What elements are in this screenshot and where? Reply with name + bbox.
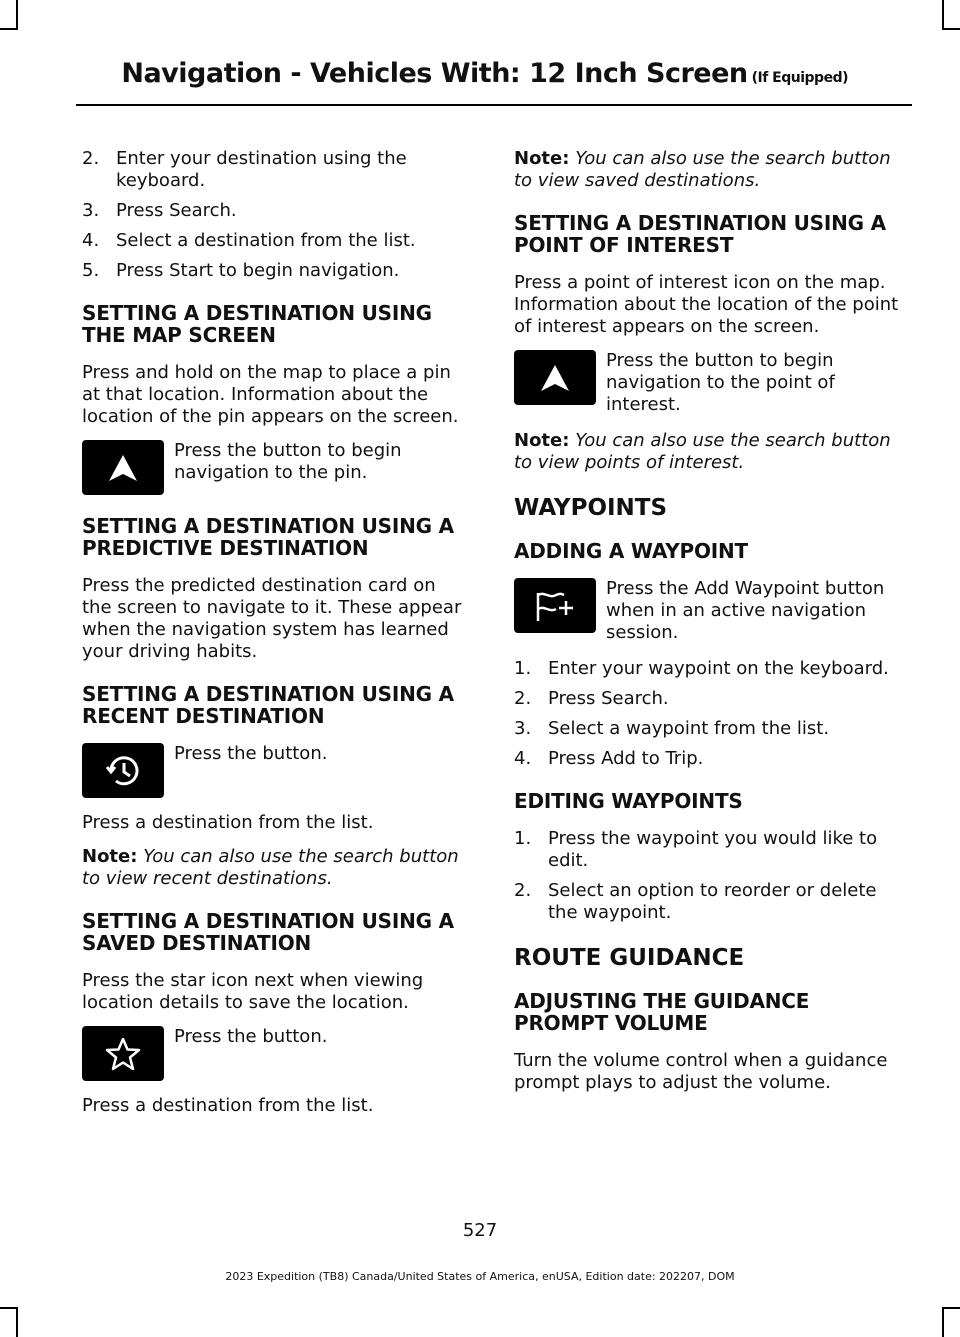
recent-note: [82, 846, 470, 890]
list-item: [82, 230, 470, 252]
add-waypoint-flag-icon: [514, 578, 596, 633]
list-text: Press Add to Trip.: [548, 748, 704, 769]
crop-mark: [942, 1307, 960, 1309]
list-number: 1.: [514, 828, 532, 849]
list-text: Select a destination from the list.: [116, 230, 416, 251]
section-heading-saved: SETTING A DESTINATION USING A SAVED DESTINATION: [82, 909, 454, 955]
list-text: Select an option to reorder or delete the waypoint.: [548, 880, 877, 923]
steps-list: [82, 148, 470, 282]
section-heading-adding-waypoint: ADDING A WAYPOINT: [514, 539, 748, 563]
note-text: You can also use the search button to view recent destinations.: [82, 846, 459, 889]
section-heading-map: SETTING A DESTINATION USING THE MAP SCREEN: [82, 301, 432, 347]
poi-icon-text: Press the button to begin navigation to the point of interest.: [606, 350, 835, 415]
list-number: 2.: [514, 688, 532, 709]
predictive-body: Press the predicted destination card on the screen to navigate to it. These appear when the navigation system has learned your driving habits.: [82, 575, 462, 662]
saved-icon-text: Press the button.: [174, 1026, 328, 1047]
list-item: [82, 260, 470, 282]
recent-icon-text: Press the button.: [174, 743, 328, 764]
list-text: Select a waypoint from the list.: [548, 718, 830, 739]
saved-note: [514, 148, 902, 192]
header-title: Navigation - Vehicles With: 12 Inch Screen: [121, 58, 748, 89]
crop-mark: [16, 1307, 18, 1337]
list-item: [82, 200, 470, 222]
list-text: Enter your destination using the keyboard.: [116, 148, 407, 191]
star-icon: [82, 1026, 164, 1081]
list-text: Press Search.: [116, 200, 237, 221]
edit-steps-list: [514, 828, 902, 924]
list-number: 3.: [82, 200, 100, 221]
list-item: [514, 748, 902, 770]
section-heading-recent: SETTING A DESTINATION USING A RECENT DESTINATION: [82, 682, 454, 728]
note-text: You can also use the search button to view saved destinations.: [514, 148, 891, 191]
saved-icon-row: [82, 1026, 470, 1081]
list-item: [514, 828, 902, 872]
section-heading-editing-waypoints: EDITING WAYPOINTS: [514, 789, 743, 813]
left-column: [82, 148, 470, 1129]
list-number: 5.: [82, 260, 100, 281]
list-item: [514, 718, 902, 740]
right-column: [514, 148, 902, 1106]
section-heading-waypoints: WAYPOINTS: [514, 495, 668, 521]
volume-body: Turn the volume control when a guidance prompt plays to adjust the volume.: [514, 1050, 888, 1093]
crop-mark: [942, 28, 960, 30]
list-number: 4.: [514, 748, 532, 769]
list-text: Press Start to begin navigation.: [116, 260, 400, 281]
poi-icon-row: [514, 350, 902, 416]
list-text: Enter your waypoint on the keyboard.: [548, 658, 889, 679]
list-number: 2.: [514, 880, 532, 901]
crop-mark: [0, 1307, 18, 1309]
list-number: 3.: [514, 718, 532, 739]
list-item: [514, 688, 902, 710]
page-header: [121, 58, 848, 89]
poi-note: [514, 430, 902, 474]
list-item: [514, 658, 902, 680]
page-number: 527: [462, 1220, 498, 1241]
map-body: Press and hold on the map to place a pin at that location. Information about the location of the pin appears on the screen.: [82, 362, 459, 427]
header-subtitle: (If Equipped): [751, 70, 848, 86]
list-number: 4.: [82, 230, 100, 251]
list-number: 1.: [514, 658, 532, 679]
map-icon-row: [82, 440, 470, 495]
section-heading-predictive: SETTING A DESTINATION USING A PREDICTIVE DESTINATION: [82, 514, 454, 560]
history-clock-icon: [82, 743, 164, 798]
crop-mark: [16, 0, 18, 30]
note-label: Note:: [514, 430, 570, 451]
list-text: Press Search.: [548, 688, 669, 709]
map-icon-text: Press the button to begin navigation to the pin.: [174, 440, 402, 483]
note-text: You can also use the search button to view points of interest.: [514, 430, 891, 473]
crop-mark: [0, 28, 18, 30]
note-label: Note:: [514, 148, 570, 169]
list-item: [82, 148, 470, 192]
navigation-arrow-icon: [514, 350, 596, 405]
waypoint-icon-text: Press the Add Waypoint button when in an active navigation session.: [606, 578, 885, 643]
crop-mark: [942, 0, 944, 30]
section-heading-route-guidance: ROUTE GUIDANCE: [514, 945, 745, 971]
list-number: 2.: [82, 148, 100, 169]
list-text: Press the waypoint you would like to edit.: [548, 828, 878, 871]
section-heading-volume: ADJUSTING THE GUIDANCE PROMPT VOLUME: [514, 989, 810, 1035]
footer-text: 2023 Expedition (TB8) Canada/United States of America, enUSA, Edition date: 202207, DOM: [225, 1270, 735, 1283]
waypoint-icon-row: [514, 578, 902, 644]
recent-body: Press a destination from the list.: [82, 812, 374, 833]
saved-body-2: Press a destination from the list.: [82, 1095, 374, 1116]
saved-body: Press the star icon next when viewing location details to save the location.: [82, 970, 424, 1013]
waypoint-steps-list: [514, 658, 902, 770]
recent-icon-row: [82, 743, 470, 798]
section-heading-poi: SETTING A DESTINATION USING A POINT OF INTEREST: [514, 211, 886, 257]
note-label: Note:: [82, 846, 138, 867]
navigation-arrow-icon: [82, 440, 164, 495]
header-rule: [76, 104, 912, 106]
poi-body: Press a point of interest icon on the map. Information about the location of the point of interest appears on the screen.: [514, 272, 899, 337]
crop-mark: [942, 1307, 944, 1337]
list-item: [514, 880, 902, 924]
